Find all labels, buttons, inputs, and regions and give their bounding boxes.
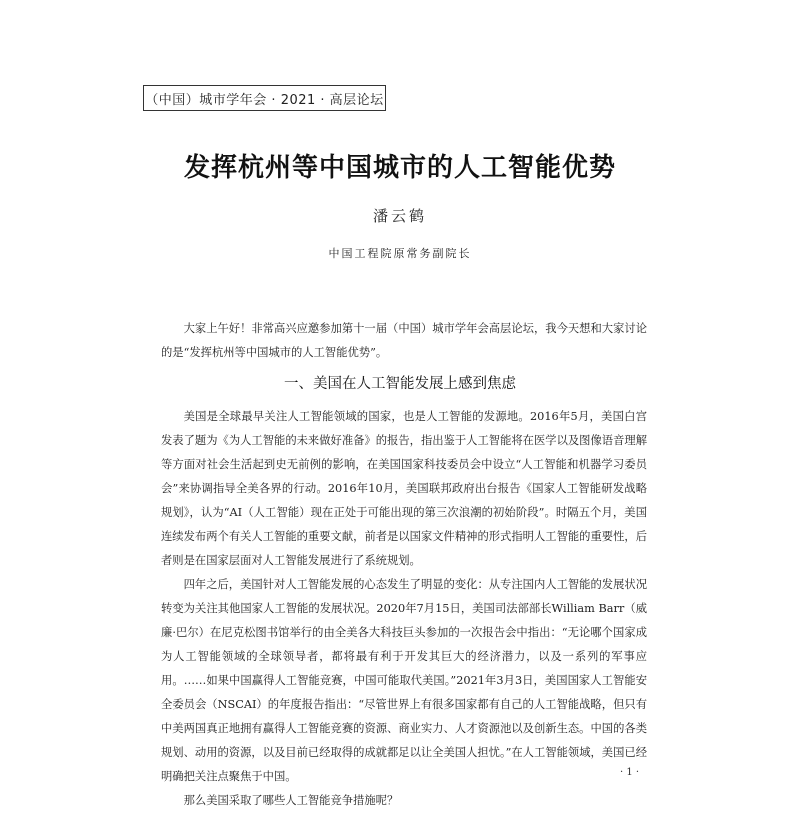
article-title: 发挥杭州等中国城市的人工智能优势 [183,153,616,183]
intro-section [161,317,647,365]
page-number: · 1 · [620,767,640,778]
section-heading: 一、美国在人工智能发展上感到焦虑 [284,376,516,392]
forum-label: （中国）城市学年会 · 2021 · 高层论坛 [145,92,384,108]
forum-label-box [143,85,386,111]
section-body [161,405,647,813]
body-paragraph: 那么美国采取了哪些人工智能竞争措施呢？ [183,794,399,807]
body-paragraph: 四年之后，美国针对人工智能发展的心态发生了明显的变化：从专注国内人工智能的发展状况转变为关注其他国家人工智能的发展状况。2020年7月15日，美国司法部部长William Barr（威廉·巴尔）在尼克松图书馆举行的由全美各大科技巨头参加的一次报告会中指出：“无论哪个国家成为人工智能领域的全球领导者，都将最有利于开发其巨大的经济潜力，以及一系列的军事应用。……如果中国赢得人工智能竞赛，中国可能取代美国。”2021年3月3日，美国国家人工智能安全委员会（NSCAI）的年度报告指出：“尽管世界上有很多国家都有自己的人工智能战略，但只有中美两国真正地拥有赢得人工智能竞赛的资源、商业实力、人才资源池以及创新生态。中国的各类规划、动用的资源，以及目前已经取得的成就都足以让全美国人担忧。”在人工智能领域，美国已经明确把关注点聚焦于中国。 [161,578,647,783]
body-paragraph: 美国是全球最早关注人工智能领域的国家，也是人工智能的发源地。2016年5月，美国白宫发表了题为《为人工智能的未来做好准备》的报告，指出鉴于人工智能将在医学以及图像语音理解等方面对社会生活起到史无前例的影响，在美国国家科技委员会中设立“人工智能和机器学习委员会”来协调指导全美各界的行动。2016年10月，美国联邦政府出台报告《国家人工智能研发战略规划》，认为“AI（人工智能）现在正处于可能出现的第三次浪潮的初始阶段”。时隔五个月，美国连续发布两个有关人工智能的重要文献，前者是以国家文件精神的形式指明人工智能的重要性，后者则是在国家层面对人工智能发展进行了系统规划。 [161,410,647,567]
author-affiliation: 中国工程院原常务副院长 [328,247,472,260]
intro-paragraph: 大家上午好！非常高兴应邀参加第十一届（中国）城市学年会高层论坛，我今天想和大家讨论的是“发挥杭州等中国城市的人工智能优势”。 [161,322,647,359]
article-author: 潘云鹤 [372,207,427,225]
